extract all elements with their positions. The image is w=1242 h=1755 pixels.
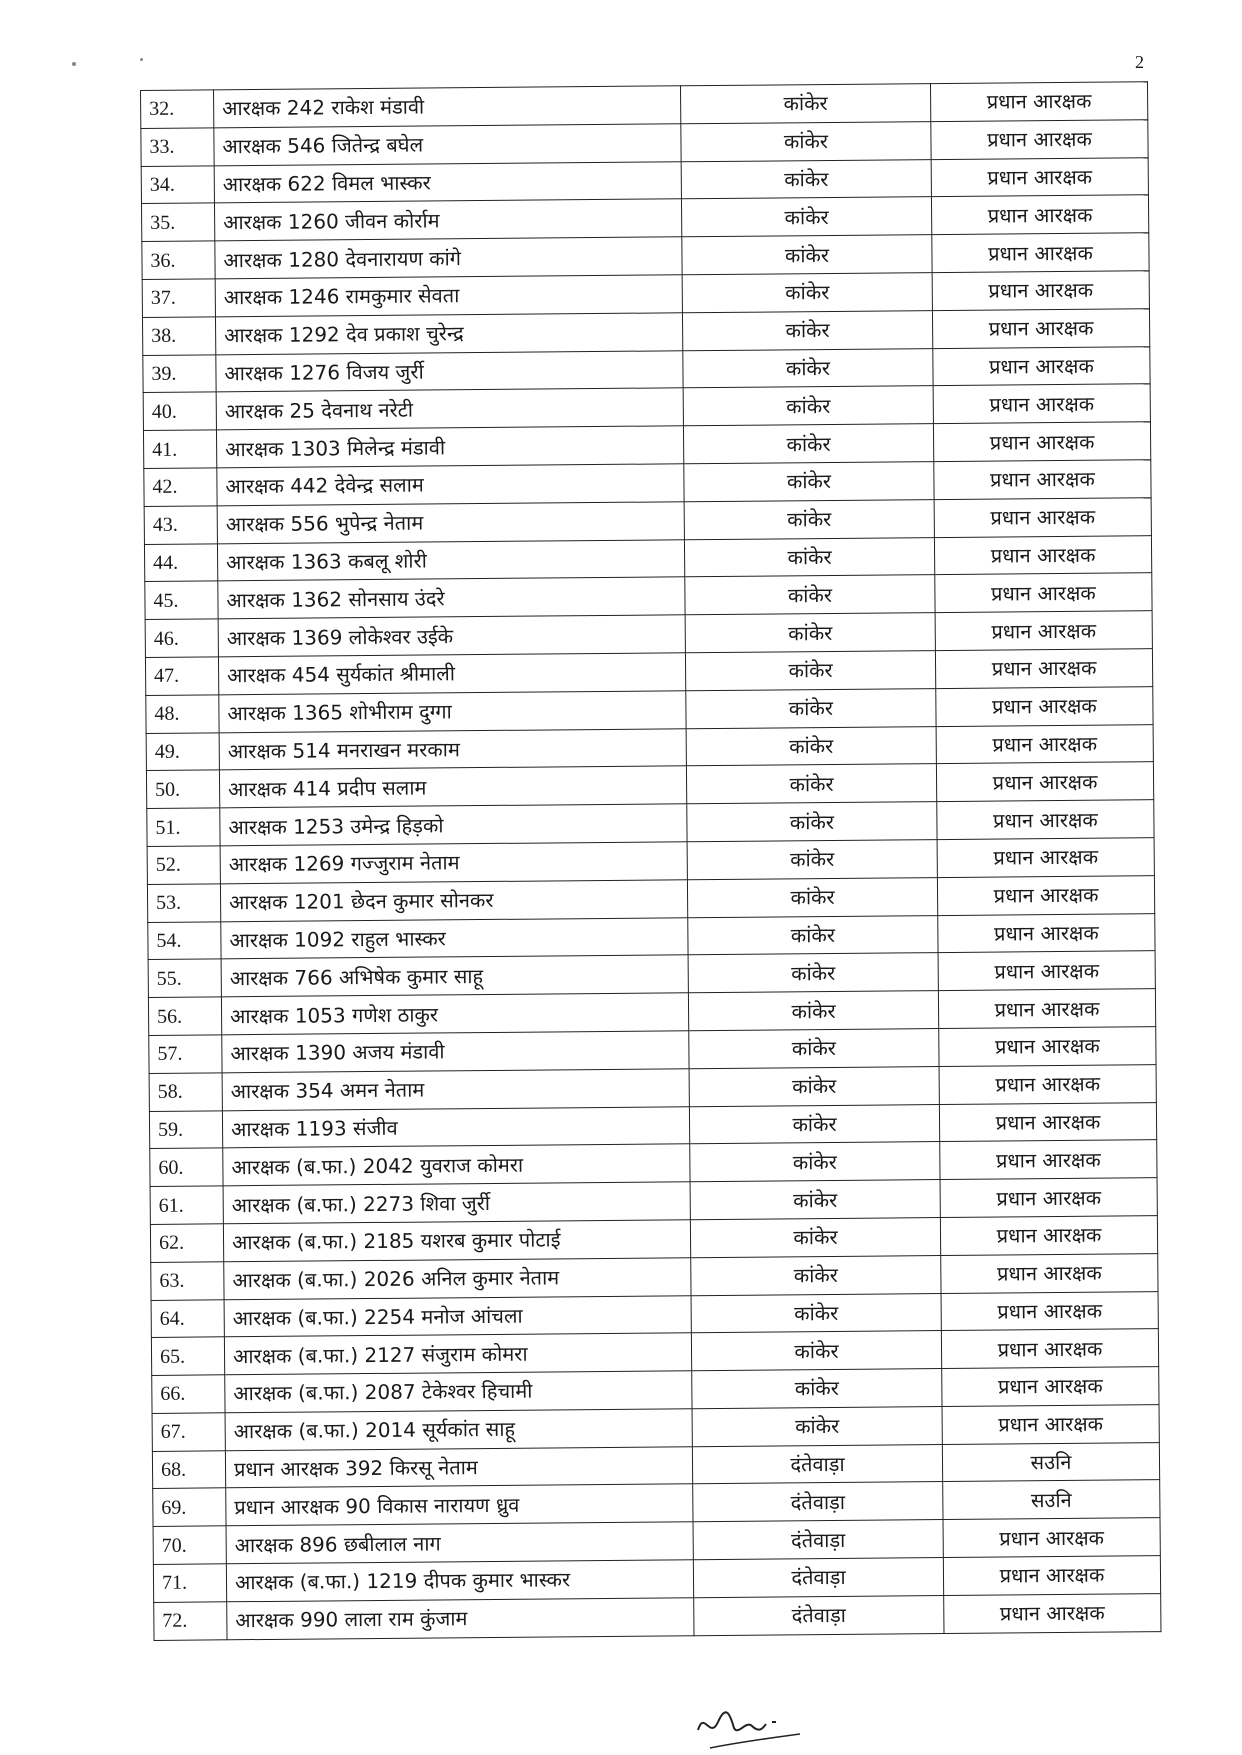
promoted-rank-cell: प्रधान आरक्षक: [939, 1027, 1156, 1067]
promoted-rank-cell: प्रधान आरक्षक: [940, 1178, 1157, 1218]
promoted-rank-cell: प्रधान आरक्षक: [932, 233, 1149, 273]
name-cell: आरक्षक (ब.फा.) 2185 यशरब कुमार पोटाई: [223, 1220, 690, 1262]
serial-number-cell: 70.: [153, 1526, 226, 1564]
promoted-rank-cell: प्रधान आरक्षक: [940, 1140, 1157, 1180]
name-cell: आरक्षक 1276 विजय जुर्री: [216, 350, 683, 392]
serial-number-cell: 35.: [141, 203, 214, 241]
promoted-rank-cell: सउनि: [943, 1480, 1160, 1520]
serial-number-cell: 39.: [143, 354, 216, 392]
name-cell: आरक्षक 766 अभिषेक कुमार साहू: [221, 955, 688, 997]
district-cell: कांकेर: [684, 499, 934, 539]
serial-number-cell: 63.: [151, 1262, 224, 1300]
district-cell: कांकेर: [685, 575, 935, 615]
name-cell: आरक्षक (ब.फा.) 2042 युवराज कोमरा: [223, 1144, 690, 1186]
serial-number-cell: 40.: [143, 392, 216, 430]
serial-number-cell: 45.: [145, 581, 218, 619]
district-cell: कांकेर: [689, 1104, 939, 1144]
promoted-rank-cell: प्रधान आरक्षक: [935, 611, 1152, 651]
name-cell: आरक्षक 514 मनराखन मरकाम: [219, 728, 686, 770]
serial-number-cell: 69.: [153, 1488, 226, 1526]
name-cell: आरक्षक 25 देवनाथ नरेटी: [216, 388, 683, 430]
promoted-rank-cell: प्रधान आरक्षक: [931, 195, 1148, 235]
name-cell: आरक्षक 1053 गणेश ठाकुर: [221, 993, 688, 1035]
district-cell: कांकेर: [687, 840, 937, 880]
serial-number-cell: 64.: [151, 1299, 224, 1337]
district-cell: कांकेर: [682, 310, 932, 350]
district-cell: कांकेर: [682, 235, 932, 275]
name-cell: आरक्षक 1260 जीवन कोर्राम: [214, 199, 681, 241]
promoted-rank-cell: प्रधान आरक्षक: [941, 1291, 1158, 1331]
name-cell: आरक्षक 546 जितेन्द्र बघेल: [214, 124, 681, 166]
district-cell: कांकेर: [685, 613, 935, 653]
district-cell: कांकेर: [692, 1406, 942, 1446]
district-cell: कांकेर: [681, 121, 931, 161]
district-cell: कांकेर: [691, 1255, 941, 1295]
serial-number-cell: 36.: [142, 241, 215, 279]
name-cell: आरक्षक (ब.फा.) 2254 मनोज आंचला: [224, 1295, 691, 1337]
serial-number-cell: 71.: [153, 1564, 226, 1602]
promoted-rank-cell: प्रधान आरक्षक: [934, 535, 1151, 575]
district-cell: कांकेर: [681, 197, 931, 237]
serial-number-cell: 44.: [144, 543, 217, 581]
district-cell: कांकेर: [689, 1066, 939, 1106]
district-cell: कांकेर: [686, 764, 936, 804]
name-cell: आरक्षक 622 विमल भास्कर: [214, 161, 681, 203]
serial-number-cell: 72.: [154, 1602, 227, 1640]
district-cell: कांकेर: [684, 537, 934, 577]
name-cell: आरक्षक 354 अमन नेताम: [222, 1068, 689, 1110]
district-cell: कांकेर: [688, 915, 938, 955]
promoted-rank-cell: प्रधान आरक्षक: [935, 649, 1152, 689]
promoted-rank-cell: प्रधान आरक्षक: [937, 875, 1154, 915]
serial-number-cell: 48.: [146, 695, 219, 733]
name-cell: आरक्षक 1253 उमेन्द्र हिड़को: [220, 804, 687, 846]
promoted-rank-cell: सउनि: [942, 1442, 1159, 1482]
scan-speck: [72, 62, 76, 66]
name-cell: प्रधान आरक्षक 90 विकास नारायण ध्रुव: [226, 1484, 693, 1526]
serial-number-cell: 56.: [148, 997, 221, 1035]
promoted-rank-cell: प्रधान आरक्षक: [932, 308, 1149, 348]
name-cell: आरक्षक 1092 राहुल भास्कर: [221, 917, 688, 959]
promoted-rank-cell: प्रधान आरक्षक: [938, 989, 1155, 1029]
district-cell: कांकेर: [687, 802, 937, 842]
district-cell: कांकेर: [688, 953, 938, 993]
name-cell: आरक्षक 414 प्रदीप सलाम: [219, 766, 686, 808]
serial-number-cell: 58.: [149, 1073, 222, 1111]
district-cell: दंतेवाड़ा: [693, 1482, 943, 1522]
name-cell: आरक्षक 1292 देव प्रकाश चुरेन्द्र: [215, 313, 682, 355]
district-cell: कांकेर: [691, 1293, 941, 1333]
promoted-rank-cell: प्रधान आरक्षक: [942, 1367, 1159, 1407]
serial-number-cell: 66.: [152, 1375, 225, 1413]
serial-number-cell: 37.: [142, 279, 215, 317]
serial-number-cell: 34.: [141, 165, 214, 203]
serial-number-cell: 67.: [152, 1413, 225, 1451]
name-cell: आरक्षक 442 देवेन्द्र सलाम: [217, 464, 684, 506]
promoted-rank-cell: प्रधान आरक्षक: [931, 157, 1148, 197]
promoted-rank-cell: प्रधान आरक्षक: [934, 460, 1151, 500]
name-cell: आरक्षक (ब.फा.) 2127 संजुराम कोमरा: [224, 1333, 691, 1375]
promoted-rank-cell: प्रधान आरक्षक: [939, 1102, 1156, 1142]
promoted-rank-cell: प्रधान आरक्षक: [938, 951, 1155, 991]
name-cell: आरक्षक 556 भुपेन्द्र नेताम: [217, 502, 684, 544]
serial-number-cell: 43.: [144, 506, 217, 544]
promoted-rank-cell: प्रधान आरक्षक: [937, 838, 1154, 878]
serial-number-cell: 51.: [147, 808, 220, 846]
promoted-rank-cell: प्रधान आरक्षक: [936, 686, 1153, 726]
name-cell: आरक्षक (ब.फा.) 2273 शिवा जुर्री: [223, 1182, 690, 1224]
district-cell: कांकेर: [691, 1331, 941, 1371]
serial-number-cell: 57.: [149, 1035, 222, 1073]
name-cell: आरक्षक 1365 शोभीराम दुग्गा: [219, 691, 686, 733]
promoted-rank-cell: प्रधान आरक्षक: [944, 1594, 1161, 1634]
serial-number-cell: 62.: [150, 1224, 223, 1262]
district-cell: दंतेवाड़ा: [693, 1520, 943, 1560]
district-cell: कांकेर: [682, 273, 932, 313]
serial-number-cell: 49.: [146, 732, 219, 770]
promoted-rank-cell: प्रधान आरक्षक: [941, 1253, 1158, 1293]
promoted-rank-cell: प्रधान आरक्षक: [936, 762, 1153, 802]
name-cell: आरक्षक (ब.फा.) 2087 टेकेश्वर हिचामी: [225, 1371, 692, 1413]
serial-number-cell: 59.: [149, 1110, 222, 1148]
serial-number-cell: 42.: [144, 468, 217, 506]
name-cell: आरक्षक 990 लाला राम कुंजाम: [227, 1598, 694, 1640]
district-cell: कांकेर: [686, 688, 936, 728]
promoted-rank-cell: प्रधान आरक्षक: [932, 271, 1149, 311]
district-cell: कांकेर: [683, 424, 933, 464]
serial-number-cell: 38.: [142, 317, 215, 355]
table-row: [154, 1594, 1161, 1641]
district-cell: दंतेवाड़ा: [693, 1558, 943, 1598]
name-cell: आरक्षक 1303 मिलेन्द्र मंडावी: [216, 426, 683, 468]
name-cell: आरक्षक 1363 कबलू शोरी: [217, 539, 684, 581]
name-cell: आरक्षक (ब.फा.) 1219 दीपक कुमार भास्कर: [226, 1560, 693, 1602]
page-number: 2: [1135, 52, 1144, 72]
district-cell: कांकेर: [685, 651, 935, 691]
name-cell: आरक्षक 1369 लोकेश्वर उईके: [218, 615, 685, 657]
district-cell: कांकेर: [690, 1142, 940, 1182]
serial-number-cell: 33.: [141, 128, 214, 166]
district-cell: कांकेर: [680, 84, 930, 124]
serial-number-cell: 54.: [148, 921, 221, 959]
district-cell: दंतेवाड़ा: [694, 1595, 944, 1635]
promoted-rank-cell: प्रधान आरक्षक: [935, 573, 1152, 613]
serial-number-cell: 68.: [152, 1450, 225, 1488]
district-cell: कांकेर: [683, 348, 933, 388]
name-cell: प्रधान आरक्षक 392 किरसू नेताम: [225, 1446, 692, 1488]
name-cell: आरक्षक 454 सुर्यकांत श्रीमाली: [218, 653, 685, 695]
promoted-rank-cell: प्रधान आरक्षक: [942, 1405, 1159, 1445]
district-cell: दंतेवाड़ा: [692, 1444, 942, 1484]
promoted-rank-cell: प्रधान आरक्षक: [936, 724, 1153, 764]
promoted-rank-cell: प्रधान आरक्षक: [939, 1064, 1156, 1104]
promoted-rank-cell: प्रधान आरक्षक: [940, 1216, 1157, 1256]
district-cell: कांकेर: [688, 991, 938, 1031]
district-cell: कांकेर: [689, 1028, 939, 1068]
name-cell: आरक्षक (ब.फा.) 2014 सूर्यकांत साहू: [225, 1409, 692, 1451]
serial-number-cell: 65.: [151, 1337, 224, 1375]
district-cell: कांकेर: [681, 159, 931, 199]
promoted-rank-cell: प्रधान आरक्षक: [931, 120, 1148, 160]
promoted-rank-cell: प्रधान आरक्षक: [943, 1518, 1160, 1558]
name-cell: आरक्षक 1193 संजीव: [222, 1106, 689, 1148]
name-cell: आरक्षक 1246 रामकुमार सेवता: [215, 275, 682, 317]
district-cell: कांकेर: [684, 462, 934, 502]
name-cell: आरक्षक 1362 सोनसाय उंदरे: [218, 577, 685, 619]
serial-number-cell: 50.: [146, 770, 219, 808]
serial-number-cell: 61.: [150, 1186, 223, 1224]
promoted-rank-cell: प्रधान आरक्षक: [941, 1329, 1158, 1369]
name-cell: आरक्षक 1390 अजय मंडावी: [222, 1031, 689, 1073]
district-cell: कांकेर: [687, 877, 937, 917]
signature: [690, 1700, 810, 1750]
promoted-rank-cell: प्रधान आरक्षक: [933, 346, 1150, 386]
promoted-rank-cell: प्रधान आरक्षक: [938, 913, 1155, 953]
district-cell: कांकेर: [683, 386, 933, 426]
district-cell: कांकेर: [686, 726, 936, 766]
serial-number-cell: 53.: [147, 884, 220, 922]
serial-number-cell: 46.: [145, 619, 218, 657]
name-cell: आरक्षक 1280 देवनारायण कांगे: [215, 237, 682, 279]
district-cell: कांकेर: [692, 1369, 942, 1409]
serial-number-cell: 47.: [145, 657, 218, 695]
name-cell: आरक्षक 896 छबीलाल नाग: [226, 1522, 693, 1564]
serial-number-cell: 41.: [143, 430, 216, 468]
name-cell: आरक्षक 1269 गज्जुराम नेताम: [220, 842, 687, 884]
serial-number-cell: 52.: [147, 846, 220, 884]
name-cell: आरक्षक 242 राकेश मंडावी: [214, 86, 681, 128]
serial-number-cell: 55.: [148, 959, 221, 997]
serial-number-cell: 60.: [150, 1148, 223, 1186]
promoted-rank-cell: प्रधान आरक्षक: [934, 497, 1151, 537]
scan-speck: [140, 58, 143, 61]
serial-number-cell: 32.: [141, 90, 214, 128]
promotion-list-table: [140, 81, 1161, 1640]
promoted-rank-cell: प्रधान आरक्षक: [943, 1556, 1160, 1596]
promoted-rank-cell: प्रधान आरक्षक: [937, 800, 1154, 840]
name-cell: आरक्षक (ब.फा.) 2026 अनिल कुमार नेताम: [224, 1257, 691, 1299]
promoted-rank-cell: प्रधान आरक्षक: [933, 384, 1150, 424]
district-cell: कांकेर: [690, 1180, 940, 1220]
promoted-rank-cell: प्रधान आरक्षक: [930, 82, 1147, 122]
promoted-rank-cell: प्रधान आरक्षक: [933, 422, 1150, 462]
district-cell: कांकेर: [690, 1217, 940, 1257]
name-cell: आरक्षक 1201 छेदन कुमार सोनकर: [220, 879, 687, 921]
